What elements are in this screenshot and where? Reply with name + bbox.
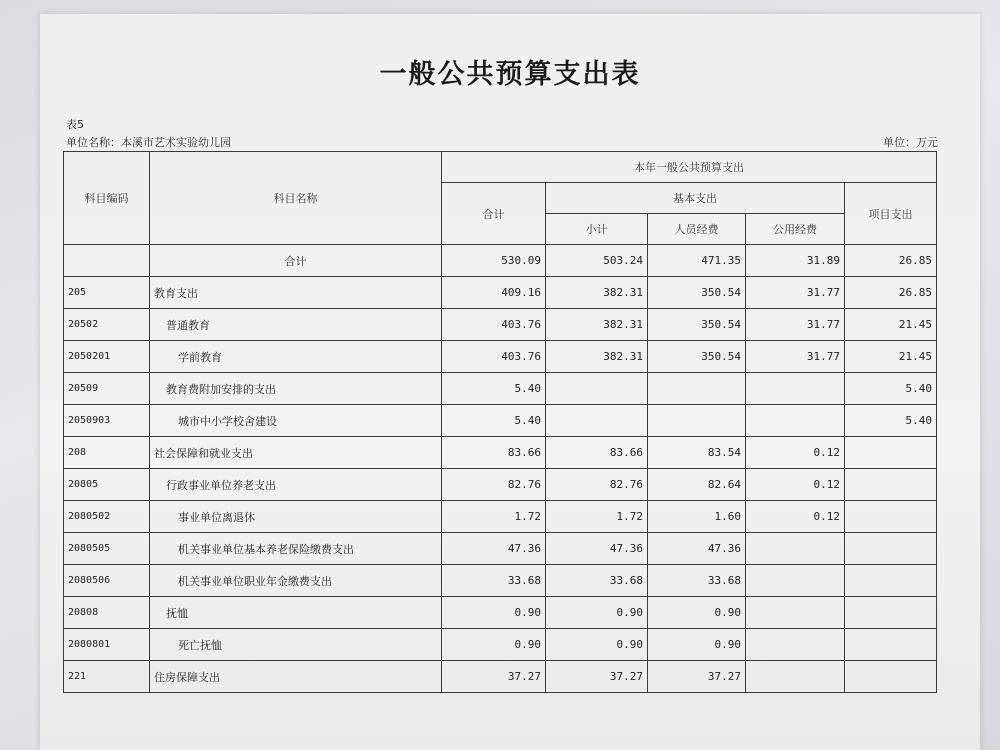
- row-total: 403.76: [442, 309, 546, 341]
- table-row: [64, 309, 937, 341]
- row-public: [746, 533, 845, 565]
- header-name: 科目名称: [150, 152, 442, 245]
- row-subtotal: 0.90: [546, 597, 648, 629]
- row-public: 0.12: [746, 437, 845, 469]
- row-code: [64, 245, 150, 277]
- table-number: 表5: [66, 118, 84, 131]
- row-public: [746, 405, 845, 437]
- row-subtotal: 382.31: [546, 309, 648, 341]
- header-public: 公用经费: [746, 214, 845, 245]
- row-code: 20805: [64, 469, 150, 501]
- row-public: 31.77: [746, 309, 845, 341]
- row-subtotal: 33.68: [546, 565, 648, 597]
- table-row: [64, 341, 937, 373]
- row-total: 83.66: [442, 437, 546, 469]
- row-total: 0.90: [442, 597, 546, 629]
- table-body: [64, 245, 937, 693]
- row-subtotal: 503.24: [546, 245, 648, 277]
- row-code: 2080502: [64, 501, 150, 533]
- row-personnel: 350.54: [648, 277, 746, 309]
- row-name: 学前教育: [150, 341, 442, 373]
- document-sheet: [40, 14, 980, 750]
- row-project: 21.45: [845, 341, 937, 373]
- unit-name: 单位名称：本溪市艺术实验幼儿园: [66, 136, 231, 149]
- row-project: 26.85: [845, 277, 937, 309]
- row-code: 205: [64, 277, 150, 309]
- row-subtotal: 83.66: [546, 437, 648, 469]
- row-public: 31.77: [746, 277, 845, 309]
- currency-unit: 单位：万元: [883, 136, 938, 149]
- table-row: [64, 437, 937, 469]
- row-name: 抚恤: [150, 597, 442, 629]
- row-public: 31.77: [746, 341, 845, 373]
- row-subtotal: 47.36: [546, 533, 648, 565]
- row-public: 31.89: [746, 245, 845, 277]
- row-project: [845, 437, 937, 469]
- header-code: 科目编码: [64, 152, 150, 245]
- row-personnel: 1.60: [648, 501, 746, 533]
- table-row: [64, 533, 937, 565]
- row-subtotal: 382.31: [546, 277, 648, 309]
- header-total: 合计: [442, 183, 546, 245]
- row-personnel: 350.54: [648, 309, 746, 341]
- row-public: [746, 597, 845, 629]
- header-subtotal: 小计: [546, 214, 648, 245]
- table-row: [64, 501, 937, 533]
- row-project: [845, 469, 937, 501]
- row-personnel: 350.54: [648, 341, 746, 373]
- row-name: 机关事业单位职业年金缴费支出: [150, 565, 442, 597]
- row-code: 2080505: [64, 533, 150, 565]
- header-group: 本年一般公共预算支出: [442, 152, 937, 183]
- table-row: [64, 469, 937, 501]
- header-personnel: 人员经费: [648, 214, 746, 245]
- row-subtotal: [546, 405, 648, 437]
- budget-table: [63, 151, 937, 693]
- row-public: [746, 629, 845, 661]
- row-personnel: 37.27: [648, 661, 746, 693]
- row-personnel: 47.36: [648, 533, 746, 565]
- row-code: 221: [64, 661, 150, 693]
- row-code: 2050201: [64, 341, 150, 373]
- row-name: 事业单位离退休: [150, 501, 442, 533]
- row-subtotal: 37.27: [546, 661, 648, 693]
- row-name: 住房保障支出: [150, 661, 442, 693]
- table-row: [64, 597, 937, 629]
- row-total: 5.40: [442, 405, 546, 437]
- row-code: 20509: [64, 373, 150, 405]
- row-name: 教育支出: [150, 277, 442, 309]
- row-project: [845, 597, 937, 629]
- row-total: 1.72: [442, 501, 546, 533]
- row-code: 2080801: [64, 629, 150, 661]
- table-row: [64, 661, 937, 693]
- row-project: [845, 565, 937, 597]
- table-row: [64, 245, 937, 277]
- page-title: 一般公共预算支出表: [379, 59, 641, 90]
- table-row: [64, 373, 937, 405]
- row-subtotal: 82.76: [546, 469, 648, 501]
- row-public: 0.12: [746, 501, 845, 533]
- row-public: [746, 661, 845, 693]
- row-name: 普通教育: [150, 309, 442, 341]
- row-subtotal: 0.90: [546, 629, 648, 661]
- row-project: [845, 661, 937, 693]
- row-project: 5.40: [845, 373, 937, 405]
- row-personnel: 33.68: [648, 565, 746, 597]
- table-row: [64, 629, 937, 661]
- row-total: 37.27: [442, 661, 546, 693]
- row-personnel: 0.90: [648, 597, 746, 629]
- row-name: 行政事业单位养老支出: [150, 469, 442, 501]
- row-name: 社会保障和就业支出: [150, 437, 442, 469]
- row-personnel: 471.35: [648, 245, 746, 277]
- row-code: 2080506: [64, 565, 150, 597]
- row-code: 20808: [64, 597, 150, 629]
- row-total: 47.36: [442, 533, 546, 565]
- row-subtotal: 1.72: [546, 501, 648, 533]
- row-total: 5.40: [442, 373, 546, 405]
- row-name: 机关事业单位基本养老保险缴费支出: [150, 533, 442, 565]
- row-name: 死亡抚恤: [150, 629, 442, 661]
- row-project: 5.40: [845, 405, 937, 437]
- row-personnel: [648, 373, 746, 405]
- row-project: [845, 533, 937, 565]
- table-row: [64, 277, 937, 309]
- row-subtotal: [546, 373, 648, 405]
- row-code: 208: [64, 437, 150, 469]
- row-code: 2050903: [64, 405, 150, 437]
- row-total: 409.16: [442, 277, 546, 309]
- row-personnel: [648, 405, 746, 437]
- row-project: [845, 629, 937, 661]
- row-public: [746, 565, 845, 597]
- row-total: 0.90: [442, 629, 546, 661]
- row-total: 33.68: [442, 565, 546, 597]
- header-project: 项目支出: [845, 183, 937, 245]
- row-personnel: 82.64: [648, 469, 746, 501]
- row-name: 城市中小学校舍建设: [150, 405, 442, 437]
- row-personnel: 0.90: [648, 629, 746, 661]
- table-row: [64, 405, 937, 437]
- row-name: 教育费附加安排的支出: [150, 373, 442, 405]
- row-total: 82.76: [442, 469, 546, 501]
- row-name: 合计: [150, 245, 442, 277]
- row-project: 21.45: [845, 309, 937, 341]
- row-subtotal: 382.31: [546, 341, 648, 373]
- row-total: 403.76: [442, 341, 546, 373]
- header-basic: 基本支出: [546, 183, 845, 214]
- row-code: 20502: [64, 309, 150, 341]
- row-personnel: 83.54: [648, 437, 746, 469]
- row-public: 0.12: [746, 469, 845, 501]
- row-total: 530.09: [442, 245, 546, 277]
- row-public: [746, 373, 845, 405]
- row-project: 26.85: [845, 245, 937, 277]
- row-project: [845, 501, 937, 533]
- table-row: [64, 565, 937, 597]
